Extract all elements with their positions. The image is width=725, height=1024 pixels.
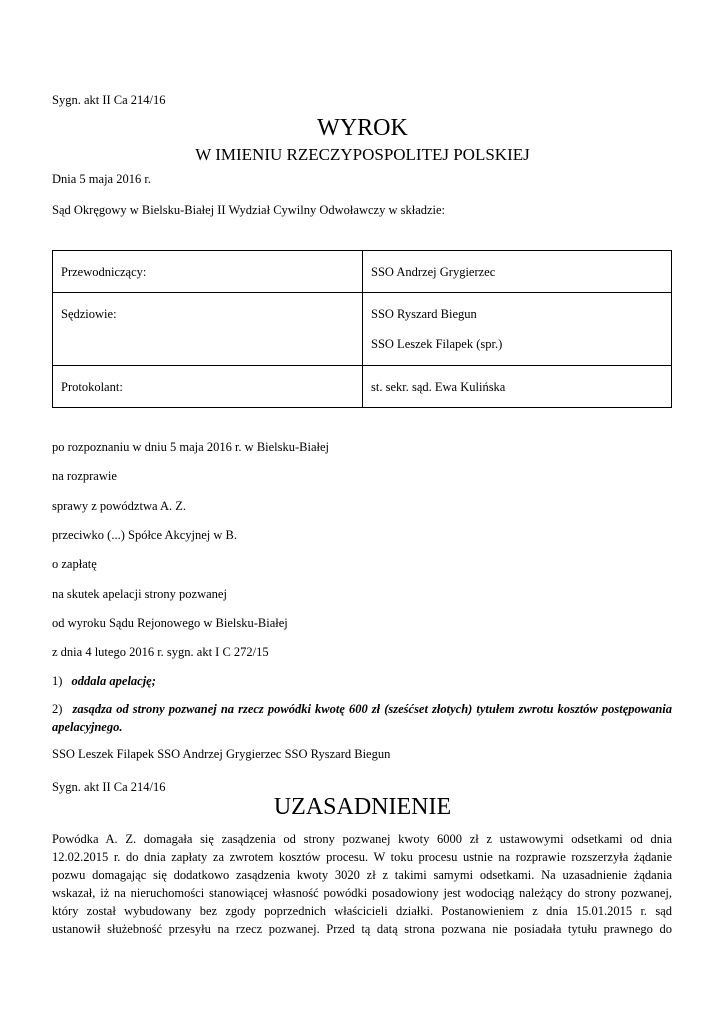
decision-number: 2) bbox=[52, 702, 63, 716]
case-number-top: Sygn. akt II Ca 214/16 bbox=[52, 93, 166, 107]
decision-number: 1) bbox=[52, 674, 63, 688]
proceedings-line: z dnia 4 lutego 2016 r. sygn. akt I C 272/15 bbox=[52, 645, 269, 659]
name-cell: st. sekr. sąd. Ewa Kulińska bbox=[363, 366, 672, 408]
decision-item bbox=[52, 700, 672, 736]
paragraph-line: wskazał, iż na nieruchomości stanowiącej własność powódki posadowiony jest wodociąg należący do strony pozwanej, bbox=[52, 886, 672, 900]
date-line: Dnia 5 maja 2016 r. bbox=[52, 172, 151, 186]
role-cell: Protokolant: bbox=[53, 366, 363, 408]
proceedings-line: przeciwko (...) Spółce Akcyjnej w B. bbox=[52, 528, 238, 542]
name-cell: SSO Andrzej Grygierzec bbox=[363, 251, 672, 293]
role-cell: Przewodniczący: bbox=[53, 251, 363, 293]
court-composition-table bbox=[52, 250, 672, 408]
paragraph-line: 12.02.2015 r. do dnia zapłaty za zwrotem kosztów procesu. W toku procesu ustnie na rozprawie rozszerzyła żądanie bbox=[52, 850, 672, 864]
table-row bbox=[53, 366, 672, 408]
court-line: Sąd Okręgowy w Bielsku-Białej II Wydział Cywilny Odwoławczy w składzie: bbox=[52, 203, 446, 217]
proceedings-line: od wyroku Sądu Rejonowego w Bielsku-Białej bbox=[52, 616, 288, 630]
decision-text: zasądza od strony pozwanej na rzecz powódki kwotę 600 zł (sześćset złotych) tytułem zwrotu kosztów postępowania apelacyjnego. bbox=[52, 702, 673, 734]
table-row bbox=[53, 293, 672, 366]
table-row bbox=[53, 251, 672, 293]
role-cell: Sędziowie: bbox=[53, 293, 363, 366]
decision-text: oddala apelację; bbox=[71, 674, 156, 688]
proceedings-line: po rozpoznaniu w dniu 5 maja 2016 r. w Bielsku-Białej bbox=[52, 440, 330, 454]
justification-paragraph bbox=[52, 830, 672, 938]
proceedings-line: na rozprawie bbox=[52, 469, 117, 483]
justification-title: UZASADNIENIE bbox=[273, 794, 452, 820]
proceedings-line: sprawy z powództwa A. Z. bbox=[52, 499, 186, 513]
proceedings-line: o zapłatę bbox=[52, 557, 97, 571]
paragraph-line: pozwu domagając się dodatkowo zasądzenia kwoty 3020 zł z takimi samymi odsetkami. Na uzasadnienie żądania bbox=[52, 868, 672, 882]
paragraph-line: ustanowił służebność przesyłu na rzecz pozwanej. Przed tą datą strona pozwana nie posiadała tytułu prawnego do bbox=[52, 922, 672, 936]
document-subtitle: W IMIENIU RZECZYPOSPOLITEJ POLSKIEJ bbox=[195, 145, 530, 164]
proceedings-line: na skutek apelacji strony pozwanej bbox=[52, 587, 227, 601]
name-cell bbox=[363, 293, 672, 366]
decision-item bbox=[52, 672, 156, 690]
judge-name: SSO Leszek Filapek (spr.) bbox=[371, 337, 503, 351]
case-number-bottom: Sygn. akt II Ca 214/16 bbox=[52, 780, 166, 794]
paragraph-line: który został wybudowany bez zgody poprzednich właścicieli działki. Postanowieniem z dnia 15.01.2015 r. sąd bbox=[52, 904, 672, 918]
signatures-line: SSO Leszek Filapek SSO Andrzej Grygierzec SSO Ryszard Biegun bbox=[52, 747, 391, 761]
document-title: WYROK bbox=[317, 115, 408, 141]
paragraph-line: Powódka A. Z. domagała się zasądzenia od strony pozwanej kwoty 6000 zł z ustawowymi odsetkami od dnia bbox=[52, 832, 672, 846]
judge-name: SSO Ryszard Biegun bbox=[371, 307, 477, 321]
